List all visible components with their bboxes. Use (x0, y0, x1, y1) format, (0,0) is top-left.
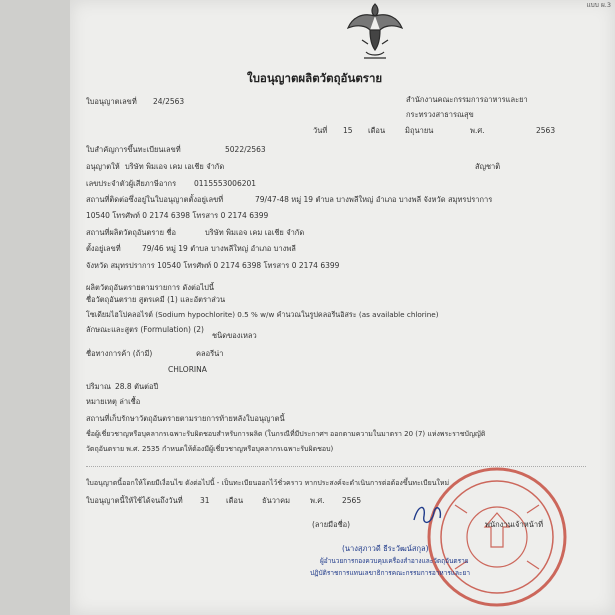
date-year: 2563 (536, 126, 556, 135)
site-label: สถานที่ผลิตวัตถุอันตราย ชื่อ (86, 228, 176, 237)
valid-year: 2565 (342, 496, 362, 505)
site-address: 79/46 หมู่ 19 ตำบล บางพลีใหญ่ อำเภอ บางพลี (142, 244, 296, 253)
office-address: 79/47-48 หมู่ 19 ตำบล บางพลีใหญ่ อำเภอ บางพลี จังหวัด สมุทรปราการ (255, 195, 493, 204)
formulation: ชนิดของเหลว (212, 331, 257, 340)
issuer-line-2: กระทรวงสาธารณสุข (406, 110, 474, 119)
registration-number: 5022/2563 (225, 145, 266, 154)
valid-day: 31 (200, 496, 210, 505)
signatory-name: (นางสุภาวดี ธีระวัฒน์สกุล) (342, 544, 429, 553)
tax-id: 0115553006201 (194, 179, 257, 188)
garuda-emblem-icon (340, 0, 410, 62)
quantity: 28.8 ตันต่อปี (115, 382, 159, 391)
issuer-line-1: สำนักงานคณะกรรมการอาหารและยา (406, 95, 528, 104)
signatory-title-1: ผู้อำนวยการกองควบคุมเครื่องสำอางและวัตถุอันตราย (320, 557, 469, 565)
office-address-2: 10540 โทรศัพท์ 0 2174 6398 โทรสาร 0 2174 6399 (86, 211, 269, 220)
grantee-name: บริษัท พิมเอจ เคม เอเชีย จำกัด (125, 162, 225, 171)
expert-line-2: วัตถุอันตราย พ.ศ. 2535 กำหนดให้ต้องมีผู้เชี่ยวชาญหรือบุคลากรเฉพาะรับผิดชอบ) (86, 445, 334, 453)
date-month: มิถุนายน (405, 126, 434, 135)
expert-line-1: ชื่อผู้เชี่ยวชาญหรือบุคลากรเฉพาะรับผิดชอบสำหรับการผลิต (ในกรณีที่มีประกาศฯ ออกตามความในมาตรา 20 (7) แห่งพระราชบัญญัติ (86, 430, 486, 438)
date-day-label: วันที่ (313, 126, 328, 135)
valid-month-label: เดือน (226, 496, 244, 505)
trade-name-english: CHLORINA (168, 365, 207, 374)
trade-name-label: ชื่อทางการค้า (ถ้ามี) (86, 349, 153, 358)
site-address-2: จังหวัด สมุทรปราการ 10540 โทรศัพท์ 0 2174 6398 โทรสาร 0 2174 6399 (86, 261, 340, 270)
document-title: ใบอนุญาตผลิตวัตถุอันตราย (247, 71, 383, 85)
license-number-label: ใบอนุญาตเลขที่ (86, 97, 137, 106)
formulation-label: ลักษณะและสูตร (Formulation) (2) (86, 325, 204, 334)
product-active-ingredient: โซเดียมไฮโปคลอไรต์ (Sodium hypochlorite) 0.5 % w/w คำนวณในรูปคลอรีนอิสระ (as available chlorine) (86, 310, 439, 319)
office-label: สถานที่ติดต่อซึ่งอยู่ในใบอนุญาตตั้งอยู่เลขที่ (86, 195, 224, 204)
product-formula-label: ชื่อวัตถุอันตราย สูตรเคมี (1) และอัตราส่วน (86, 295, 226, 304)
site-name: บริษัท พิมเอจ เคม เอเชีย จำกัด (205, 228, 305, 237)
remark: หมายเหตุ ล่าเชื้อ (86, 397, 141, 406)
nationality-label: สัญชาติ (475, 162, 501, 171)
signature-left-label: (ลายมือชื่อ) (312, 520, 351, 529)
trade-name-thai: คลอรีน่า (196, 349, 224, 358)
storage-label: สถานที่เก็บรักษาวัตถุอันตรายตามรายการท้ายหลังใบอนุญาตนี้ (86, 414, 285, 423)
registration-label: ใบสำคัญการขึ้นทะเบียนเลขที่ (86, 145, 181, 154)
date-month-label: เดือน (368, 126, 386, 135)
valid-year-label: พ.ศ. (310, 496, 325, 505)
page-marker: แบบ ผ.3 (586, 1, 611, 9)
valid-until-label: ใบอนุญาตนี้ให้ใช้ได้จนถึงวันที่ (86, 496, 183, 505)
quantity-label: ปริมาณ (86, 382, 111, 391)
license-number: 24/2563 (153, 97, 185, 106)
grantee-label: อนุญาตให้ (86, 162, 120, 171)
date-day: 15 (343, 126, 353, 135)
condition-line: ใบอนุญาตนี้ออกให้โดยมีเงื่อนไข ดังต่อไปนี้ - เป็นทะเบียนออกไว้ชั่วคราว หากประสงค์จะดำเนินการต่อต้องขึ้นทะเบียนใหม่ (86, 479, 450, 487)
date-year-label: พ.ศ. (470, 126, 485, 135)
tax-id-label: เลขประจำตัวผู้เสียภาษีอากร (86, 179, 177, 188)
signature-right-label: พนักงานเจ้าหน้าที่ (485, 520, 544, 529)
signature-scribble-icon (408, 500, 448, 530)
product-heading: ผลิตวัตถุอันตรายตามรายการ ดังต่อไปนี้ (86, 283, 215, 292)
site-address-label: ตั้งอยู่เลขที่ (86, 244, 121, 253)
license-document (70, 0, 615, 615)
signatory-title-2: ปฏิบัติราชการแทนเลขาธิการคณะกรรมการอาหารและยา (310, 569, 470, 577)
official-seal-icon (425, 465, 570, 610)
valid-month: ธันวาคม (262, 496, 291, 505)
